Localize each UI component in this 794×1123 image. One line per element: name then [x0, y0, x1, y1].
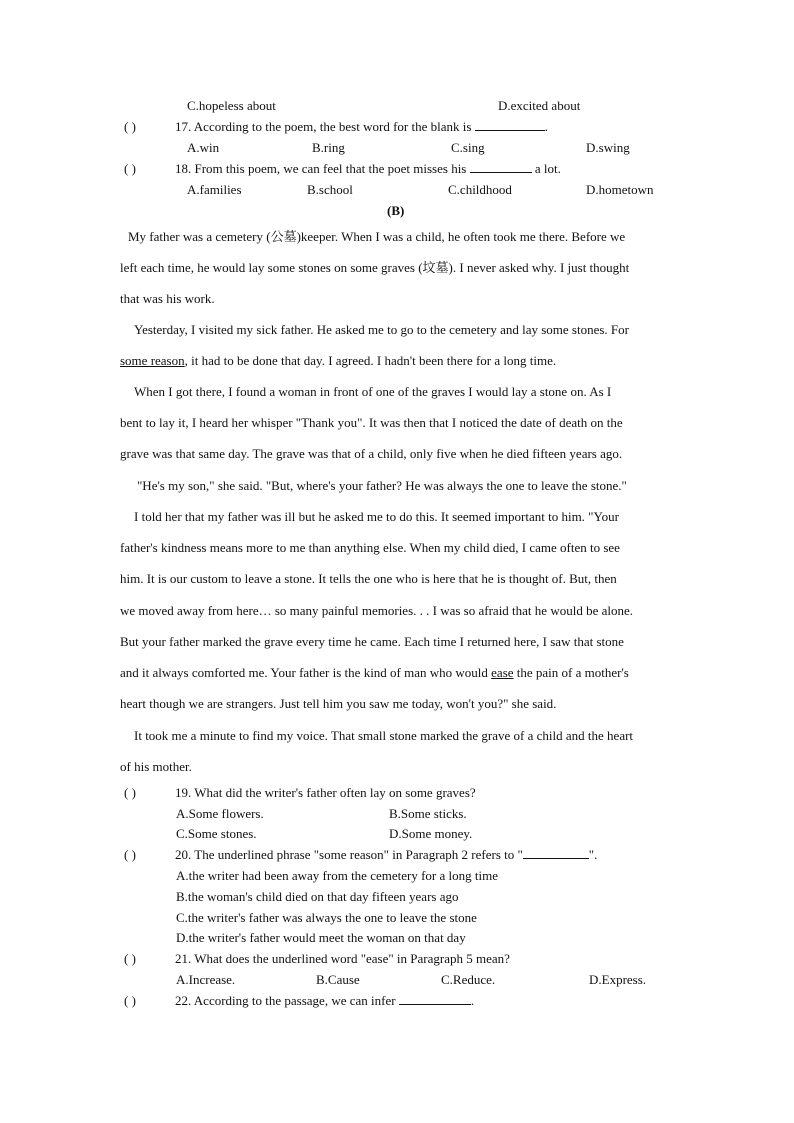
q18-answer-bracket[interactable]: ( )	[124, 161, 136, 176]
passage-p5-line-6-after: the pain of a mother's	[516, 665, 629, 680]
q16-option-c: C.hopeless about	[187, 98, 276, 113]
q17-option-a: A.win	[187, 140, 220, 155]
passage-p5-line-7: heart though we are strangers. Just tell him you saw me today, won't you?" she said.	[120, 696, 557, 711]
q20-question-end: ".	[588, 847, 598, 862]
q19-answer-bracket[interactable]: ( )	[124, 785, 136, 800]
q22-blank	[399, 993, 471, 1005]
q17-option-c: C.sing	[451, 140, 485, 155]
passage-p1-line-1: My father was a cemetery (公墓)keeper. When I was a child, he often took me there. Before we	[128, 229, 626, 244]
passage-p3-line-3: grave was that same day. The grave was that of a child, only five when he died fifteen years ago.	[120, 446, 623, 461]
q22-question-end: .	[470, 993, 475, 1008]
q21-answer-bracket[interactable]: ( )	[124, 951, 136, 966]
passage-p5-line-1: I told her that my father was ill but he asked me to do this. It seemed important to him. "Your	[134, 509, 619, 524]
q19-option-b: B.Some sticks.	[389, 806, 467, 821]
q17-option-b: B.ring	[312, 140, 345, 155]
q22-question	[175, 993, 474, 1009]
q16-option-d: D.excited about	[498, 98, 581, 113]
underlined-phrase-some-reason: some reason	[120, 353, 185, 368]
q20-question-text: 20. The underlined phrase "some reason" in Paragraph 2 refers to "	[175, 847, 523, 862]
q17-answer-bracket[interactable]: ( )	[124, 119, 136, 134]
passage-p6-line-2: of his mother.	[120, 759, 192, 774]
q20-answer-bracket[interactable]: ( )	[124, 847, 136, 862]
underlined-word-ease: ease	[491, 665, 514, 680]
passage-p2-line-2	[120, 353, 672, 369]
passage-p5-line-4: we moved away from here… so many painful memories. . . I was so afraid that he would be alone.	[120, 603, 633, 618]
q17-option-d: D.swing	[586, 140, 630, 155]
section-b-title: (B)	[387, 203, 405, 218]
passage-p5-line-6-before: and it always comforted me. Your father is the kind of man who would	[120, 665, 488, 680]
q20-option-b: B.the woman's child died on that day fifteen years ago	[176, 889, 459, 904]
q21-option-c: C.Reduce.	[441, 972, 496, 987]
passage-p6-line-1: It took me a minute to find my voice. That small stone marked the grave of a child and the heart	[134, 728, 634, 743]
passage-p1-line-2: left each time, he would lay some stones on some graves (坟墓). I never asked why. I just thought	[120, 260, 630, 275]
q18-question-text: 18. From this poem, we can feel that the poet misses his	[175, 161, 467, 176]
passage-p3-line-1: When I got there, I found a woman in front of one of the graves I would lay a stone on. As I	[134, 384, 612, 399]
passage-p5-line-2: father's kindness means more to me than anything else. When my child died, I came often to see	[120, 540, 620, 555]
q21-question: 21. What does the underlined word "ease" in Paragraph 5 mean?	[175, 951, 510, 966]
q20-blank	[523, 847, 589, 859]
q20-option-d: D.the writer's father would meet the woman on that day	[176, 930, 466, 945]
q21-option-d: D.Express.	[589, 972, 647, 987]
q18-option-c: C.childhood	[448, 182, 512, 197]
q22-answer-bracket[interactable]: ( )	[124, 993, 136, 1008]
q18-question	[175, 161, 561, 177]
q18-question-end: a lot.	[534, 161, 561, 176]
q21-option-b: B.Cause	[316, 972, 360, 987]
passage-p3-line-2: bent to lay it, I heard her whisper "Thank you". It was then that I noticed the date of death on the	[120, 415, 623, 430]
q19-question: 19. What did the writer's father often lay on some graves?	[175, 785, 476, 800]
passage-p5-line-5: But your father marked the grave every time he came. Each time I returned here, I saw that stone	[120, 634, 624, 649]
q19-option-c: C.Some stones.	[176, 826, 257, 841]
q17-blank	[475, 119, 545, 131]
passage-p1-line-3: that was his work.	[120, 291, 215, 306]
q18-option-d: D.hometown	[586, 182, 654, 197]
q21-option-a: A.Increase.	[176, 972, 236, 987]
q19-option-a: A.Some flowers.	[176, 806, 264, 821]
q18-blank	[470, 161, 532, 173]
passage-p5-line-6	[120, 665, 672, 681]
q18-option-a: A.families	[187, 182, 242, 197]
q20-option-c: C.the writer's father was always the one to leave the stone	[176, 910, 477, 925]
passage-p4: "He's my son," she said. "But, where's your father? He was always the one to leave the stone."	[137, 478, 627, 493]
passage-p2-line-1: Yesterday, I visited my sick father. He asked me to go to the cemetery and lay some stones. For	[134, 322, 629, 337]
q17-question-text: 17. According to the poem, the best word for the blank is	[175, 119, 472, 134]
q18-option-b: B.school	[307, 182, 353, 197]
q19-option-d: D.Some money.	[389, 826, 473, 841]
q17-question: 17. According to the poem, the best word for the blank is .	[175, 119, 548, 134]
q20-question	[175, 847, 597, 863]
q20-option-a: A.the writer had been away from the cemetery for a long time	[176, 868, 498, 883]
passage-p5-line-3: him. It is our custom to leave a stone. It tells the one who is here that he is thought of. But, then	[120, 571, 617, 586]
q22-question-text: 22. According to the passage, we can infer	[175, 993, 396, 1008]
passage-p2-line-2-rest: , it had to be done that day. I agreed. I hadn't been there for a long time.	[184, 353, 557, 368]
